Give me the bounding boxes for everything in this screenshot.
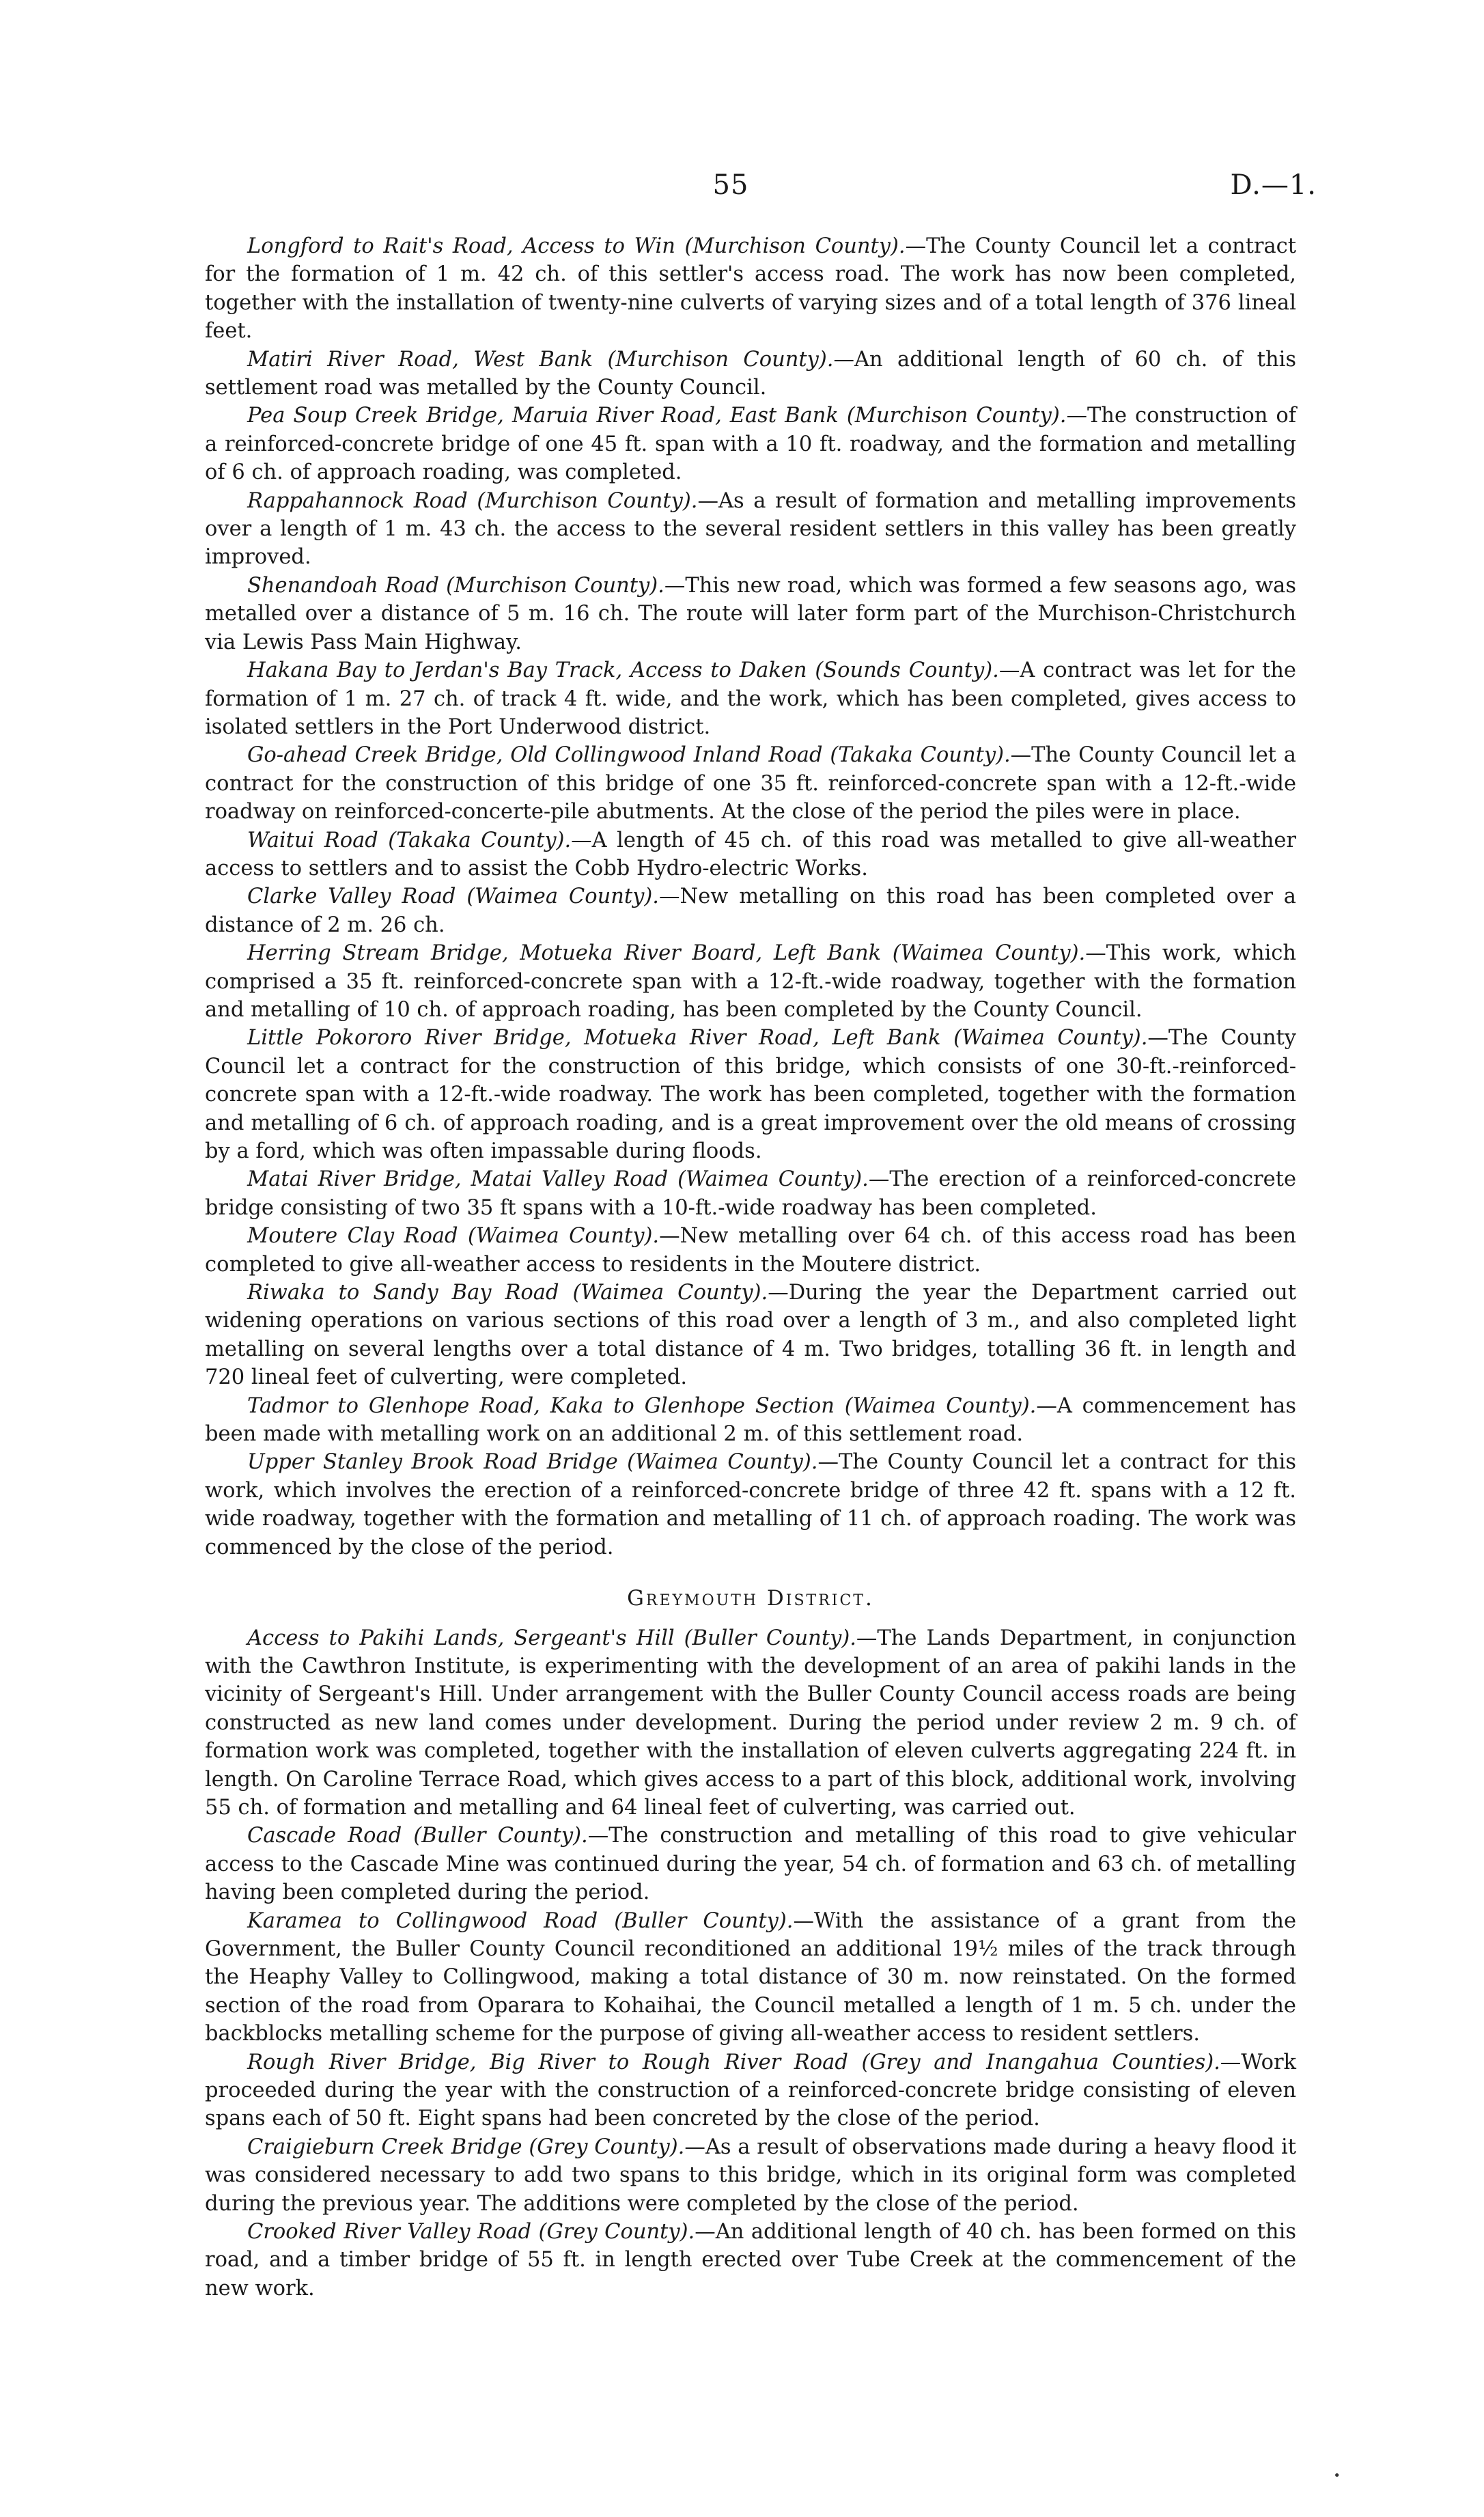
entry-text: —The erection of a reinforced-concrete bridge consisting of two 35 ft spans with a 10-ft.-wide roadway has been completed. [205, 1167, 1296, 1220]
entry-heading: Rappahannock Road (Murchison County). [247, 488, 698, 513]
stray-print-mark: • [1333, 2469, 1341, 2483]
paragraph [205, 882, 1296, 939]
entry-heading: Access to Pakihi Lands, Sergeant's Hill (Buller County). [247, 1626, 856, 1650]
entry-text: —The Lands Department, in conjunction with the Cawthron Institute, is experimenting with the development of an area of pakihi lands in the vicinity of Sergeant's Hill. Under arrangement with the Buller County Council access roads are being constructed as new land comes under development. During the period under review 2 m. 9 ch. of formation work was completed, together with the installation of eleven culverts aggregating 224 ft. in length. On Caroline Terrace Road, which gives access to a part of this block, additional work, involving 55 ch. of formation and metalling and 64 lineal feet of culverting, was carried out. [205, 1626, 1296, 1820]
entry-text: —The construction of a reinforced-concrete bridge of one 45 ft. span with a 10 ft. roadway, and the formation and metalling of 6 ch. of approach roading, was completed. [205, 404, 1296, 485]
entry-heading: Hakana Bay to Jerdan's Bay Track, Access to Daken (Sounds County). [247, 658, 999, 683]
entry-text: —As a result of formation and metalling improvements over a length of 1 m. 43 ch. the access to the several resident settlers in this valley has been greatly improved. [205, 488, 1296, 570]
paragraph [205, 826, 1296, 883]
entry-heading: Clarke Valley Road (Waimea County). [247, 885, 660, 909]
entry-text: —An additional length of 40 ch. has been formed on this road, and a timber bridge of 55 ft. in length erected over Tube Creek at the commencement of the new work. [205, 2220, 1296, 2300]
paragraph [205, 2133, 1296, 2218]
entry-heading: Tadmor to Glenhope Road, Kaka to Glenhope Section (Waimea County). [247, 1393, 1037, 1418]
paragraph [205, 346, 1296, 402]
paragraph [205, 939, 1296, 1024]
entry-heading: Go-ahead Creek Bridge, Old Collingwood Inland Road (Takaka County). [247, 743, 1011, 768]
entry-text: —New metalling over 64 ch. of this access road has been completed to give all-weather access to residents in the Moutere district. [205, 1224, 1296, 1277]
page-number: 55 [712, 169, 749, 201]
paragraph [205, 572, 1296, 656]
paragraph [205, 1448, 1296, 1561]
entry-heading: Waitui Road (Takaka County). [247, 828, 572, 852]
entry-heading: Cascade Road (Buller County). [247, 1824, 588, 1848]
entry-heading: Pea Soup Creek Bridge, Maruia River Road, East Bank (Murchison County). [247, 404, 1067, 428]
entry-heading: Rough River Bridge, Big River to Rough River Road (Grey and Inangahua Counties). [247, 2050, 1220, 2074]
entry-text: —The County Council let a contract for the construction of this bridge of one 35 ft. reinforced-concrete span with a 12-ft.-wide roadway on reinforced-concerte-pile abutments. At the close of the period the piles were in place. [205, 743, 1296, 824]
paragraph [205, 1907, 1296, 2048]
entry-heading: Matai River Bridge, Matai Valley Road (Waimea County). [247, 1167, 869, 1192]
entry-text: —New metalling on this road has been completed over a distance of 2 m. 26 ch. [205, 885, 1296, 937]
entry-text: —The construction and metalling of this road to give vehicular access to the Cascade Mine was continued during the year, 54 ch. of formation and 63 ch. of metalling having been completed during the period. [205, 1824, 1296, 1905]
body-text [205, 232, 1296, 2303]
document-code: D.—1. [1230, 169, 1317, 201]
entry-heading: Riwaka to Sandy Bay Road (Waimea County). [247, 1281, 768, 1305]
paragraph [205, 1624, 1296, 1822]
entry-text: —This new road, which was formed a few seasons ago, was metalled over a distance of 5 m. 16 ch. The route will later form part of the Murchison-Christchurch via Lewis Pass Main Highway. [205, 573, 1297, 654]
paragraph [205, 1024, 1296, 1165]
paragraph [205, 1165, 1296, 1222]
entry-text: —The County Council let a contract for the construction of this bridge, which consists of one 30-ft.-reinforced-concrete span with a 12-ft.-wide roadway. The work has been completed, together with the formation and metalling of 6 ch. of approach roading, and is a great improvement over the old means of crossing by a ford, which was often impassable during floods. [205, 1026, 1296, 1163]
entry-heading: Crooked River Valley Road (Grey County). [247, 2220, 695, 2244]
paragraph [205, 1222, 1296, 1279]
entry-text: —The County Council let a contract for this work, which involves the erection of a reinforced-concrete bridge of three 42 ft. spans with a 12 ft. wide roadway, together with the formation and metalling of 11 ch. of approach roading. The work was commenced by the close of the period. [205, 1450, 1297, 1559]
entry-heading: Upper Stanley Brook Road Bridge (Waimea County). [247, 1450, 818, 1475]
entry-heading: Karamea to Collingwood Road (Buller County). [247, 1908, 794, 1933]
entry-text: —A commencement has been made with metalling work on an additional 2 m. of this settlement road. [205, 1393, 1296, 1447]
paragraph [205, 2218, 1296, 2303]
entry-heading: Little Pokororo River Bridge, Motueka River Road, Left Bank (Waimea County). [247, 1026, 1148, 1051]
paragraph [205, 741, 1296, 826]
paragraph [205, 232, 1296, 346]
paragraph [205, 2048, 1296, 2133]
entry-text: —With the assistance of a grant from the Government, the Buller County Council reconditioned an additional 19½ miles of the track through the Heaphy Valley to Collingwood, making a total distance of 30 m. now reinstated. On the formed section of the road from Oparara to Kohaihai, the Council metalled a length of 1 m. 5 ch. under the backblocks metalling scheme for the purpose of giving all-weather access to resident settlers. [205, 1908, 1296, 2046]
entry-text: —A contract was let for the formation of 1 m. 27 ch. of track 4 ft. wide, and the work, which has been completed, gives access to isolated settlers in the Port Underwood district. [205, 658, 1296, 739]
entry-text: —A length of 45 ch. of this road was metalled to give all-weather access to settlers and to assist the Cobb Hydro-electric Works. [205, 828, 1296, 880]
entry-heading: Moutere Clay Road (Waimea County). [247, 1224, 660, 1249]
paragraph [205, 402, 1296, 486]
paragraph [205, 487, 1296, 572]
entry-heading: Craigieburn Creek Bridge (Grey County). [247, 2134, 685, 2159]
section-heading: Greymouth District. [627, 1586, 874, 1611]
entry-heading: Herring Stream Bridge, Motueka River Board, Left Bank (Waimea County). [247, 941, 1086, 966]
paragraph [205, 656, 1296, 741]
entry-text: —As a result of observations made during a heavy flood it was considered necessary to add two spans to this bridge, which in its original form was completed during the previous year. The additions were completed by the close of the period. [205, 2134, 1296, 2216]
paragraph [205, 1822, 1296, 1906]
entry-text: —Work proceeded during the year with the construction of a reinforced-concrete bridge consisting of eleven spans each of 50 ft. Eight spans had been concreted by the close of the period. [205, 2050, 1296, 2131]
entry-heading: Matiri River Road, West Bank (Murchison County). [247, 347, 834, 372]
entry-heading: Shenandoah Road (Murchison County). [247, 573, 664, 598]
entry-text: —During the year the Department carried out widening operations on various sections of this road over a length of 3 m., and also completed light metalling on several lengths over a total distance of 4 m. Two bridges, totalling 36 ft. in length and 720 lineal feet of culverting, were completed. [205, 1281, 1296, 1390]
entry-text: —This work, which comprised a 35 ft. reinforced-concrete span with a 12-ft.-wide roadway, together with the formation and metalling of 10 ch. of approach roading, has been completed by the County Council. [205, 941, 1296, 1022]
entry-text: —The County Council let a contract for the formation of 1 m. 42 ch. of this settler's access road. The work has now been completed, together with the installation of twenty-nine culverts of varying sizes and of a total length of 376 lineal feet. [205, 234, 1296, 344]
entry-text: —An additional length of 60 ch. of this settlement road was metalled by the County Council. [205, 347, 1296, 400]
paragraph [205, 1392, 1296, 1449]
entry-heading: Longford to Rait's Road, Access to Win (Murchison County). [247, 234, 906, 258]
paragraph [205, 1279, 1296, 1392]
